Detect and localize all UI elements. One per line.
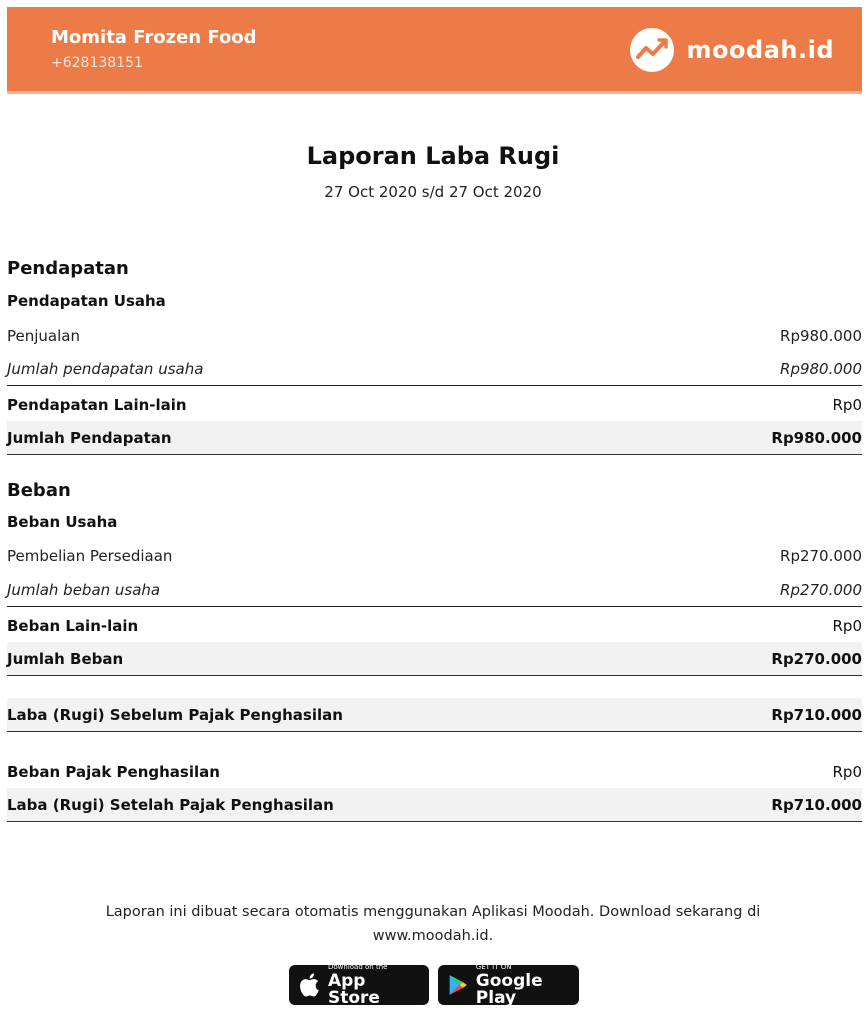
row-label: Jumlah beban usaha: [7, 580, 161, 599]
row-label: Penjualan: [7, 326, 80, 345]
row-label: Beban Pajak Penghasilan: [7, 762, 220, 781]
row-value: Rp710.000: [771, 705, 862, 724]
apple-icon: [299, 972, 320, 998]
google-play-small-label: GET IT ON: [475, 962, 512, 971]
row-label: Beban Lain-lain: [7, 616, 139, 635]
expense-total-row: [7, 642, 862, 676]
row-value: Rp270.000: [780, 546, 862, 565]
row-label: Jumlah pendapatan usaha: [7, 359, 204, 378]
google-play-label: Google Play: [475, 970, 543, 1008]
footer-note: [60, 900, 806, 948]
operating-expense-heading: [7, 505, 862, 538]
brand-name: moodah.id: [686, 36, 834, 64]
profit-before-tax-row: [7, 698, 862, 732]
app-store-button[interactable]: [289, 962, 429, 1008]
operating-expense-total-row: [7, 573, 862, 607]
row-value: Rp980.000: [771, 428, 862, 447]
moodah-logo-icon: [629, 27, 675, 73]
row-value: Rp270.000: [771, 649, 862, 668]
other-income-row: [7, 388, 862, 421]
report-header: [7, 7, 862, 94]
store-badges: [289, 962, 579, 1008]
row-label: Pendapatan Lain-lain: [7, 395, 187, 414]
operating-income-heading: [7, 284, 862, 317]
report-title: Laporan Laba Rugi: [306, 142, 560, 170]
row-label: Laba (Rugi) Setelah Pajak Penghasilan: [7, 795, 334, 814]
footer-note-line2[interactable]: www.moodah.id.: [372, 928, 494, 944]
row-value: Rp270.000: [780, 580, 862, 599]
row-label: Jumlah Pendapatan: [7, 428, 172, 447]
row-label: Laba (Rugi) Sebelum Pajak Penghasilan: [7, 705, 343, 724]
google-play-icon: [448, 972, 468, 998]
row-value: Rp980.000: [780, 326, 862, 345]
row-value: Rp0: [832, 762, 862, 781]
row-value: Rp0: [832, 395, 862, 414]
app-store-small-label: Download on the: [327, 962, 388, 971]
app-store-label: App Store: [327, 970, 380, 1008]
row-value: Rp980.000: [780, 359, 862, 378]
google-play-button[interactable]: [438, 962, 579, 1008]
income-heading: Pendapatan: [7, 258, 129, 279]
expense-heading: Beban: [7, 480, 71, 501]
row-label: Pembelian Persediaan: [7, 546, 173, 565]
income-tax-row: [7, 755, 862, 788]
business-phone: +628138151: [51, 55, 143, 71]
operating-income-total-row: [7, 352, 862, 386]
row-value: Rp0: [832, 616, 862, 635]
row-label: Beban Usaha: [7, 512, 118, 531]
profit-after-tax-row: [7, 788, 862, 822]
row-value: Rp710.000: [771, 795, 862, 814]
other-expense-row: [7, 609, 862, 642]
income-total-row: [7, 421, 862, 455]
row-label: Pendapatan Usaha: [7, 291, 166, 310]
income-item-row: [7, 319, 862, 352]
footer-note-line1: Laporan ini dibuat secara otomatis menggunakan Aplikasi Moodah. Download sekarang di: [105, 904, 761, 920]
brand: [629, 27, 834, 73]
business-name: Momita Frozen Food: [51, 27, 257, 48]
report-period: 27 Oct 2020 s/d 27 Oct 2020: [324, 183, 542, 201]
expense-item-row: [7, 539, 862, 572]
row-label: Jumlah Beban: [7, 649, 124, 668]
